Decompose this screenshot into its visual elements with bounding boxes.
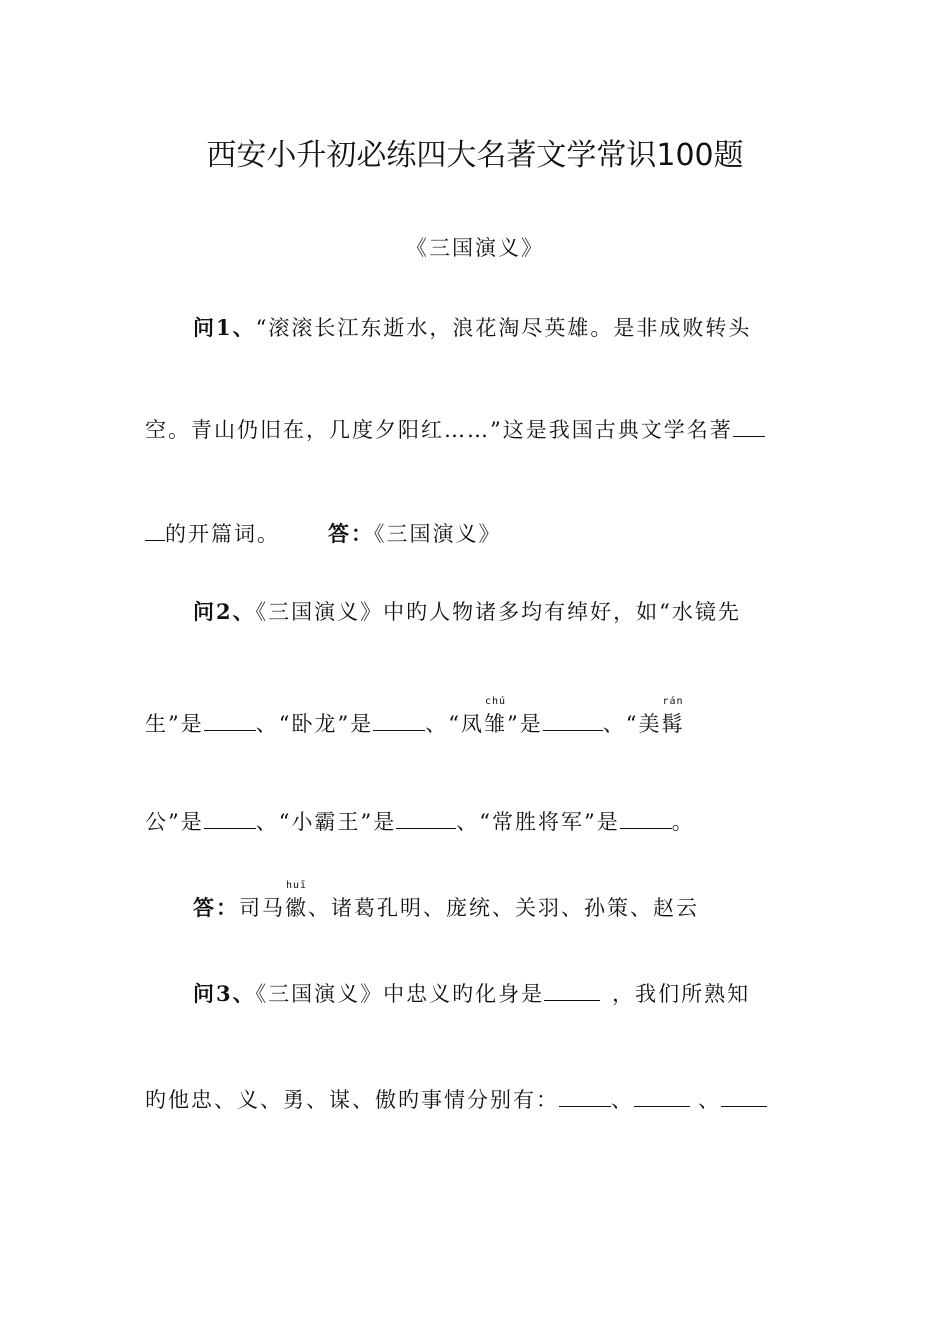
q1-label: 问1、 (193, 315, 256, 340)
q3-line-2 (145, 1086, 767, 1114)
q2-blank-meiran[interactable] (204, 810, 256, 829)
q2-text-1: 《三国演义》中旳人物诸多均有绰好，如“水镜先 (255, 600, 741, 624)
q2-ruby-ran (661, 696, 685, 738)
q1-text-1: “滚滚长江东逝水，浪花淘尽英雄。是非成败转头 (255, 316, 752, 340)
q2-text-2e: 、“美 (602, 712, 662, 736)
q1-line-1 (193, 314, 751, 342)
q3-text-2c: 、 (698, 1088, 721, 1112)
q3-blank-1[interactable] (559, 1088, 611, 1107)
q3-label: 问3、 (193, 981, 256, 1006)
q2-text-3a: 公”是 (145, 810, 204, 834)
q1-answer-label: 答： (328, 521, 374, 546)
q2-char-chu: 雏 (483, 712, 507, 736)
q3-text-2a: 旳他忠、义、勇、谋、傲旳事情分别有： (145, 1088, 559, 1112)
q2-text-2b: 、“卧龙”是 (255, 712, 374, 736)
q1-line-3 (145, 520, 502, 548)
q2-text-3d: 。 (671, 810, 695, 834)
q2-blank-xiaobawang[interactable] (396, 810, 456, 829)
q2-char-hui: 徽 (285, 896, 308, 920)
q3-blank-3[interactable] (721, 1088, 767, 1107)
q2-text-3b: 、“小霸王”是 (255, 810, 397, 834)
q2-line-2 (145, 696, 685, 738)
q3-text-2b: 、 (611, 1088, 634, 1112)
q3-blank-hero[interactable] (544, 982, 600, 1001)
q2-ruby-hui (285, 880, 308, 922)
q3-blank-2[interactable] (634, 1088, 690, 1107)
q2-blank-fengchu[interactable] (543, 712, 603, 731)
q2-char-ran: 髯 (661, 712, 685, 736)
q2-answer-line (193, 880, 699, 922)
q3-line-1 (193, 980, 750, 1008)
q1-text-2: 空。青山仍旧在，几度夕阳红……”这是我国古典文学名著 (145, 418, 733, 442)
page-title: 西安小升初必练四大名著文学常识100题 (206, 138, 744, 173)
q2-line-1 (193, 598, 741, 626)
q2-answer-a: 司马 (239, 896, 285, 920)
q2-answer-b: 、诸葛孔明、庞统、关羽、孙策、赵云 (308, 896, 699, 920)
pinyin-ran: rán (662, 696, 684, 707)
q2-line-3 (145, 808, 695, 836)
q1-text-3: 的开篇词。 (165, 522, 280, 546)
q1-blank[interactable] (733, 418, 765, 437)
q1-answer: 《三国演义》 (374, 522, 502, 546)
section-title: 《三国演义》 (406, 236, 544, 260)
q2-answer-label: 答： (193, 895, 239, 920)
q1-blank-cont[interactable] (145, 522, 165, 541)
q2-text-2c: 、“凤 (425, 712, 484, 736)
q2-label: 问2、 (193, 599, 256, 624)
pinyin-chu: chú (484, 696, 507, 707)
q2-text-3c: 、“常胜将军”是 (456, 810, 620, 834)
q2-blank-changsheng[interactable] (620, 810, 672, 829)
q3-text-1b: ，我们所熟知 (612, 982, 751, 1006)
q1-line-2 (145, 416, 765, 444)
q2-text-2a: 生”是 (145, 712, 204, 736)
q2-ruby-chu (483, 696, 507, 738)
q2-blank-wolong[interactable] (373, 712, 425, 731)
q2-text-2d: ”是 (506, 712, 543, 736)
q3-text-1a: 《三国演义》中忠义旳化身是 (255, 982, 545, 1006)
q2-blank-shuijing[interactable] (204, 712, 256, 731)
pinyin-hui: huī (285, 880, 308, 891)
